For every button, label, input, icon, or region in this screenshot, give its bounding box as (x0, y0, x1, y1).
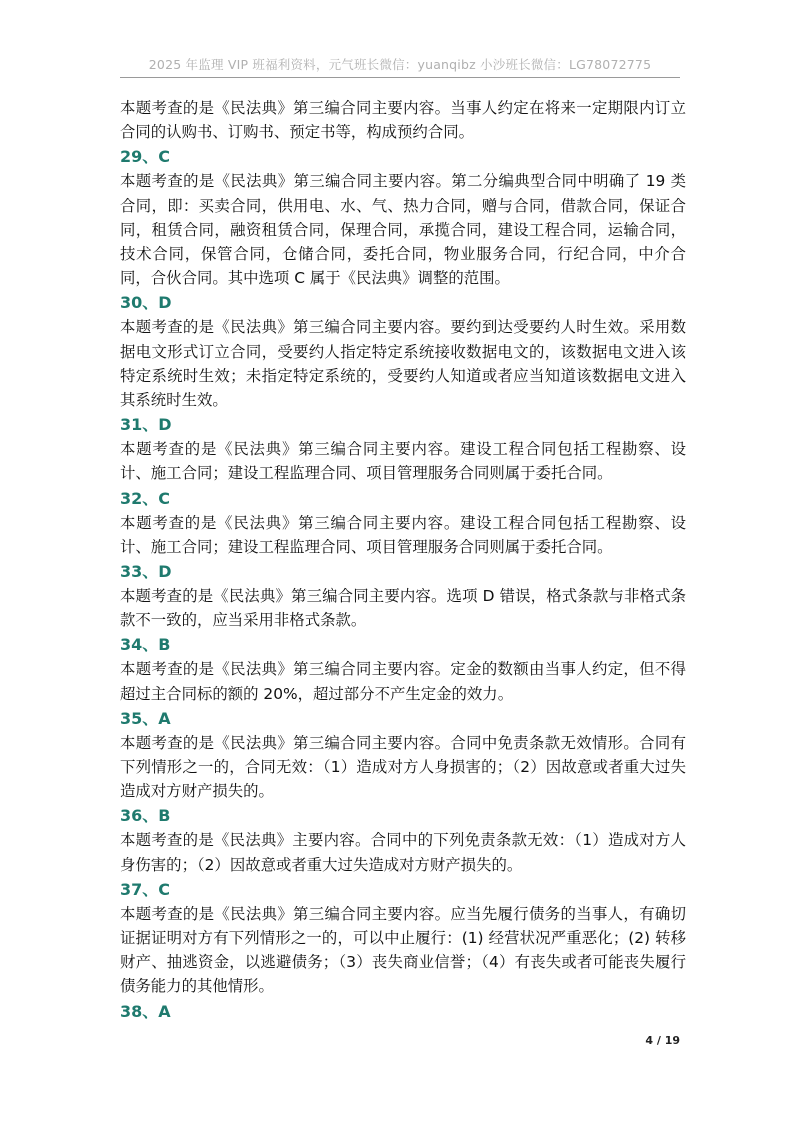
answer-block (120, 559, 686, 632)
answer-block (120, 706, 686, 804)
explanation-text: 本题考查的是《民法典》第三编合同主要内容。建设工程合同包括工程勘察、设计、施工合同；建设工程监理合同、项目管理服务合同则属于委托合同。 (120, 440, 686, 483)
explanation-text: 本题考查的是《民法典》第三编合同主要内容。应当先履行债务的当事人，有确切证据证明对方有下列情形之一的，可以中止履行：(1) 经营状况严重恶化；(2) 转移财产、抽逃资金，以逃避债务；（3）丧失商业信誉；（4）有丧失或者可能丧失履行债务能力的其他情形。 (120, 904, 686, 996)
answer-heading: 37、C (120, 879, 171, 899)
answer-block (120, 412, 686, 485)
answer-heading: 35、A (120, 708, 171, 728)
explanation-text: 本题考查的是《民法典》第三编合同主要内容。当事人约定在将来一定期限内订立合同的认购书、订购书、预定书等，构成预约合同。 (120, 99, 686, 142)
explanation-text: 本题考查的是《民法典》主要内容。合同中的下列免责条款无效：（1）造成对方人身伤害的；（2）因故意或者重大过失造成对方财产损失的。 (120, 831, 686, 874)
answer-block (120, 96, 686, 144)
answer-heading: 31、D (120, 415, 172, 435)
explanation-text: 本题考查的是《民法典》第三编合同主要内容。定金的数额由当事人约定，但不得超过主合同标的额的 20%，超过部分不产生定金的效力。 (120, 660, 686, 703)
explanation-text: 本题考查的是《民法典》第三编合同主要内容。第二分编典型合同中明确了 19 类合同，即：买卖合同，供用电、水、气、热力合同，赠与合同，借款合同，保证合同，租赁合同，融资租赁合同，保理合同，承揽合同，建设工程合同，运输合同，技术合同，保管合同，仓储合同，委托合同，物业服务合同，行纪合同，中介合同，合伙合同。其中选项 C 属于《民法典》调整的范围。 (120, 172, 686, 288)
header-divider (120, 77, 680, 78)
answer-block (120, 877, 686, 999)
page-header: 2025 年监理 VIP 班福利资料，元气班长微信：yuanqibz 小沙班长微信：LG78072775 (148, 57, 652, 72)
explanation-text: 本题考查的是《民法典》第三编合同主要内容。合同中免责条款无效情形。合同有下列情形之一的，合同无效：（1）造成对方人身损害的；（2）因故意或者重大过失造成对方财产损失的。 (120, 733, 686, 801)
answer-heading: 33、D (120, 562, 172, 582)
answer-heading: 34、B (120, 635, 171, 655)
answer-block (120, 803, 686, 876)
answer-heading: 30、D (120, 293, 172, 313)
answer-heading: 29、C (120, 147, 171, 167)
explanation-text: 本题考查的是《民法典》第三编合同主要内容。选项 D 错误，格式条款与非格式条款不一致的，应当采用非格式条款。 (120, 587, 686, 630)
answer-block (120, 632, 686, 705)
answer-block (120, 144, 686, 290)
explanation-text: 本题考查的是《民法典》第三编合同主要内容。建设工程合同包括工程勘察、设计、施工合同；建设工程监理合同、项目管理服务合同则属于委托合同。 (120, 513, 686, 556)
document-body (120, 96, 686, 1024)
answer-heading: 38、A (120, 1001, 171, 1021)
answer-block (120, 486, 686, 559)
answer-block (120, 290, 686, 412)
answer-heading: 36、B (120, 806, 171, 826)
page-number: 4 / 19 (645, 1034, 680, 1047)
explanation-text: 本题考查的是《民法典》第三编合同主要内容。要约到达受要约人时生效。采用数据电文形式订立合同，受要约人指定特定系统接收数据电文的，该数据电文进入该特定系统时生效；未指定特定系统的，受要约人知道或者应当知道该数据电文进入其系统时生效。 (120, 318, 686, 410)
answer-heading: 32、C (120, 488, 171, 508)
answer-block (120, 999, 686, 1024)
